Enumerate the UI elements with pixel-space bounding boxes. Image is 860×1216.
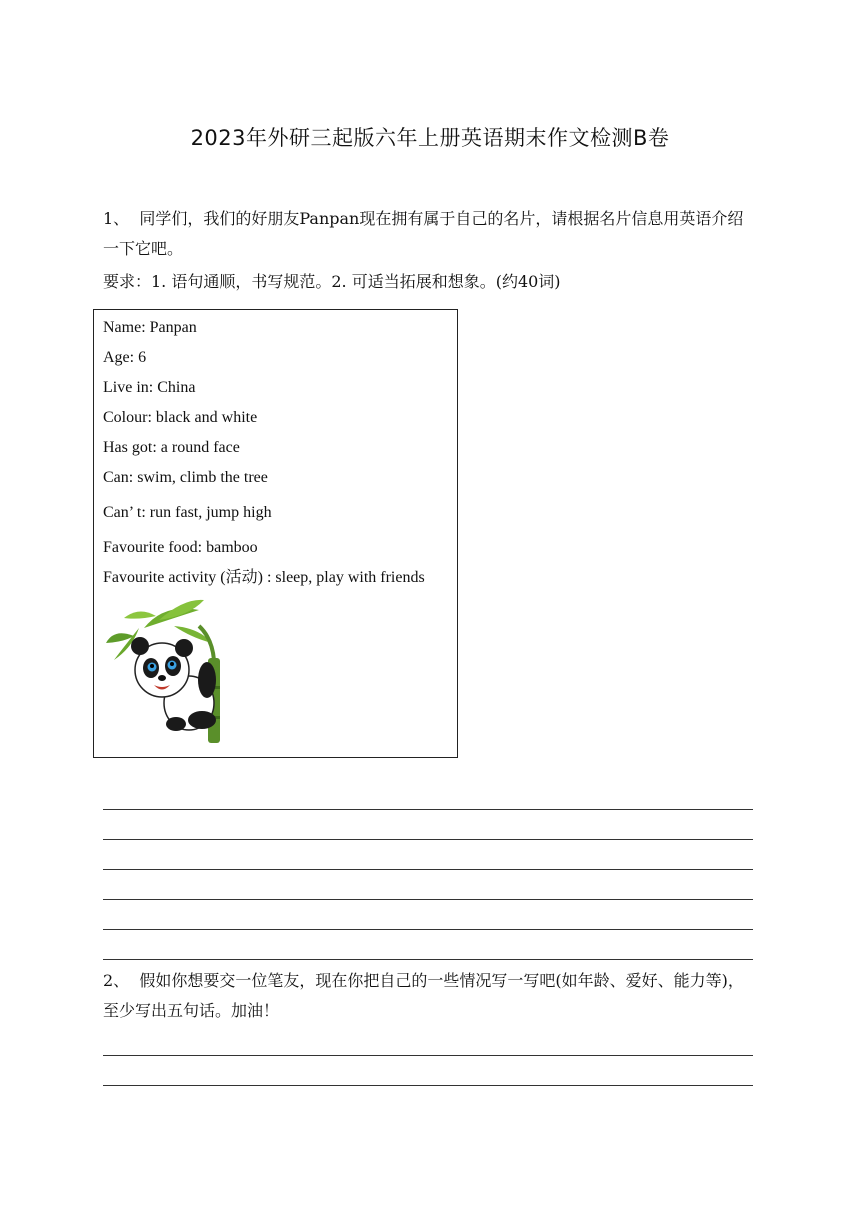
question-2 [103,966,753,1026]
card-line-favourite-activity: Favourite activity (活动) : sleep, play with friends [103,569,425,586]
question-1-text: 同学们，我们的好朋友Panpan现在拥有属于自己的名片，请根据名片信息用英语介绍一下它吧。 [103,209,744,258]
answer-line-1[interactable] [103,809,753,810]
answer-line-4[interactable] [103,899,753,900]
answer-line-7[interactable] [103,1055,753,1056]
answer-line-3[interactable] [103,869,753,870]
question-1 [103,204,753,297]
answer-line-5[interactable] [103,929,753,930]
question-1-prompt [103,204,753,264]
card-line-colour: Colour: black and white [103,409,258,426]
question-2-text: 假如你想要交一位笔友，现在你把自己的一些情况写一写吧(如年龄、爱好、能力等)，至少写出五句话。加油！ [103,971,744,1020]
card-line-has-got: Has got: a round face [103,439,240,456]
question-1-requirement: 要求：1. 语句通顺，书写规范。2. 可适当拓展和想象。(约40词) [103,272,561,291]
answer-line-2[interactable] [103,839,753,840]
question-1-number: 1、 [103,209,130,228]
card-line-cant: Can’ t: run fast, jump high [103,504,272,521]
card-line-name: Name: Panpan [103,319,197,336]
card-line-live-in: Live in: China [103,379,196,396]
page-title: 2023年外研三起版六年上册英语期末作文检测B卷 [190,126,670,150]
card-line-can: Can: swim, climb the tree [103,469,268,486]
answer-line-8[interactable] [103,1085,753,1086]
name-card [93,309,458,758]
question-2-number: 2、 [103,971,130,990]
card-line-favourite-food: Favourite food: bamboo [103,539,258,556]
answer-line-6[interactable] [103,959,753,960]
panda-on-bamboo-icon [104,598,229,743]
card-line-age: Age: 6 [103,349,147,366]
